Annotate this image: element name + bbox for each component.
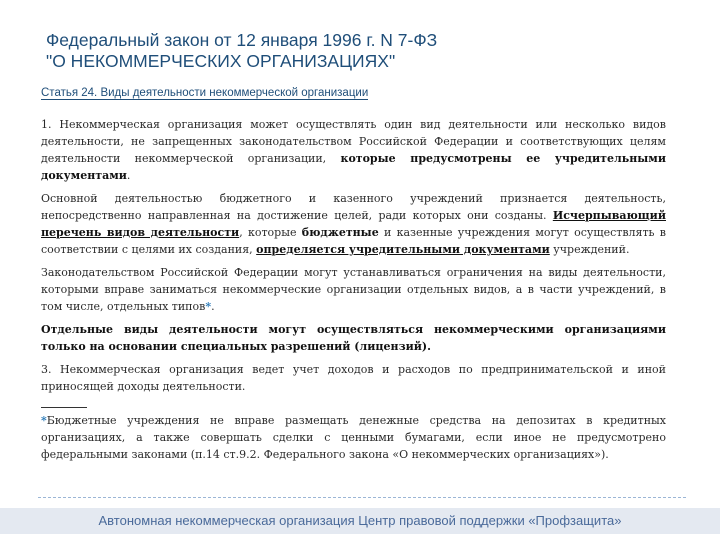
paragraph-2 — [41, 190, 666, 258]
article-heading-text: Статья 24. Виды деятельности некоммерческой организации — [41, 87, 369, 99]
document-title — [46, 30, 686, 72]
paragraph-2-text-3: и казенные учреждения могут осуществлять в соответствии с целями их создания, — [41, 226, 666, 256]
paragraph-2-underlined-1: Исчерпывающий перечень видов деятельности — [41, 209, 666, 239]
paragraph-1-bold: которые предусмотрены ее учредительными документами — [41, 152, 666, 182]
paragraph-3-text: Законодательством Российской Федерации могут устанавливаться ограничения на виды деятельности, которыми вправе заниматься некоммерческие организации отдельных видов, а в части учреждений, в том числе, отдельных типов — [41, 266, 666, 313]
footnote-star: * — [41, 414, 47, 427]
paragraph-3-end: . — [211, 300, 215, 313]
paragraph-2-text-2: , которые — [239, 226, 302, 239]
paragraph-4-bold: Отдельные виды деятельности могут осуществляться некоммерческими организациями только на основании специальных разрешений (лицензий). — [41, 323, 666, 353]
paragraph-2-text-1: Основной деятельностью бюджетного и казенного учреждений признается деятельность, непосредственно направленная на достижение целей, ради которых они созданы. — [41, 192, 666, 222]
title-line-2: "О НЕКОММЕРЧЕСКИХ ОРГАНИЗАЦИЯХ" — [46, 51, 396, 71]
paragraph-5-text: 3. Некоммерческая организация ведет учет доходов и расходов по предпринимательской и иной приносящей доходы деятельности. — [41, 363, 666, 393]
paragraph-1-end: . — [126, 169, 131, 182]
footer-bar — [0, 508, 720, 534]
footnote-marker: * — [205, 300, 212, 313]
footnote-text: Бюджетные учреждения не вправе размещать денежные средства на депозитах в кредитных организациях, а также совершать сделки с ценными бумагами, если иное не предусмотрено федеральными законами (п.14 ст.9.2. Федерального закона «О некоммерческих организациях»). — [41, 414, 666, 461]
paragraph-1-text: 1. Некоммерческая организация может осуществлять один вид деятельности или несколько видов деятельности, не запрещенных законодательством Российской Федерации и соответствующих целям деятельности некоммерческой организации, — [41, 118, 666, 165]
title-line-1: Федеральный закон от 12 января 1996 г. N 7-ФЗ — [46, 30, 438, 50]
paragraph-2-underlined-2: определяется учредительными документами — [256, 243, 550, 256]
paragraph-5 — [41, 361, 666, 395]
paragraph-1 — [41, 116, 666, 184]
footnote-separator — [41, 407, 87, 408]
paragraph-3 — [41, 264, 666, 315]
paragraph-4 — [41, 321, 666, 355]
paragraph-2-text-4: учреждений. — [549, 243, 630, 256]
footnote — [41, 412, 666, 463]
article-heading — [41, 86, 681, 100]
footer-text: Автономная некоммерческая организация Центр правовой поддержки «Профзащита» — [98, 513, 622, 528]
dashed-divider — [38, 497, 686, 498]
article-body — [41, 116, 666, 469]
paragraph-2-bold: бюджетные — [301, 226, 379, 239]
